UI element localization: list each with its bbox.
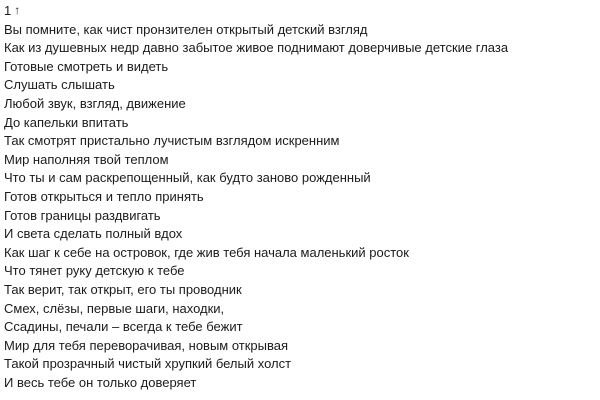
poem-line: Как из душевных недр давно забытое живое поднимают доверчивые детские глаза: [4, 40, 509, 56]
post-body: [4, 2, 596, 392]
poem-line: Что тянет руку детскую к тебе: [4, 263, 185, 279]
poem-line: Как шаг к себе на островок, где жив тебя начала маленький росток: [4, 244, 409, 260]
poem-line: Слушать слышать: [4, 77, 115, 93]
poem-line: Ссадины, печали – всегда к тебе бежит: [4, 319, 243, 335]
post-header: [4, 2, 596, 21]
poem-line: Вы помните, как чист пронзителен открытый детский взгляд: [4, 21, 368, 37]
poem-text: [4, 21, 596, 393]
poem-line: И света сделать полный вдох: [4, 226, 183, 242]
poem-line: Так смотрят пристально лучистым взглядом искренним: [4, 133, 340, 149]
poem-line: Что ты и сам раскрепощенный, как будто заново рожденный: [4, 170, 371, 186]
poem-line: До капельки впитать: [4, 114, 129, 130]
arrow-up-icon: ↑: [14, 3, 21, 18]
poem-line: Мир для тебя переворачивая, новым открывая: [4, 337, 289, 353]
poem-line: Готов открыться и тепло принять: [4, 188, 204, 204]
poem-line: Так верит, так открыт, его ты проводник: [4, 281, 242, 297]
poem-line: И весь тебе он только доверяет: [4, 374, 197, 390]
poem-line: Такой прозрачный чистый хрупкий белый холст: [4, 356, 292, 372]
poem-line: Мир наполняя твой теплом: [4, 151, 169, 167]
poem-line: Готовые смотреть и видеть: [4, 58, 169, 74]
post-number: 1: [4, 3, 12, 18]
poem-line: Готов границы раздвигать: [4, 207, 161, 223]
poem-line: Смех, слёзы, первые шаги, находки,: [4, 300, 225, 316]
poem-line: Любой звук, взгляд, движение: [4, 95, 186, 111]
